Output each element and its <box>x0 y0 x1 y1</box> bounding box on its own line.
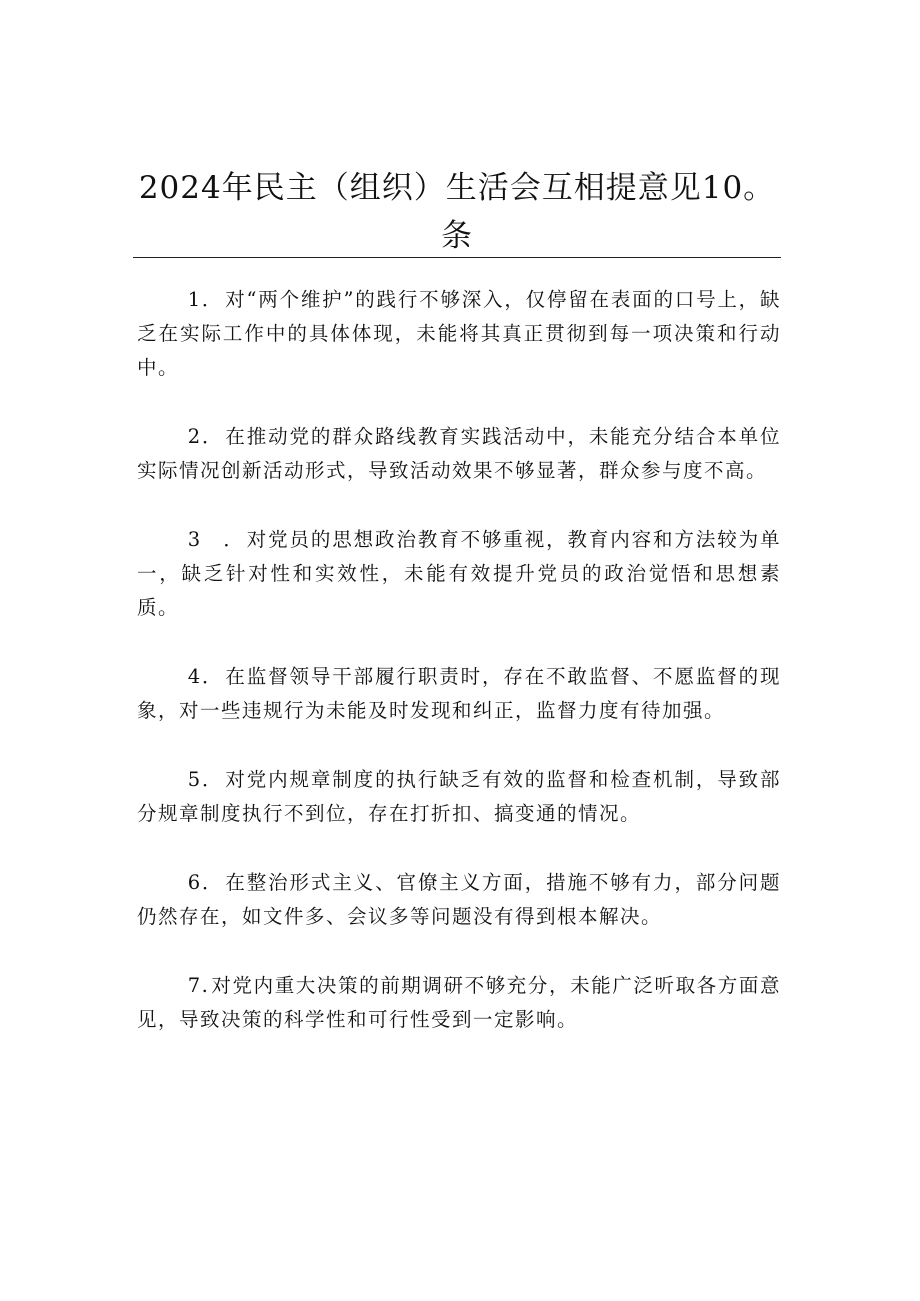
list-item-2 <box>137 420 781 488</box>
title-line-1: 2024年民主（组织）生活会互相提意见10。 <box>138 170 776 206</box>
title-line-2: 条 <box>441 218 473 254</box>
list-item-4 <box>137 660 781 728</box>
list-item-5 <box>137 763 781 831</box>
document-body <box>137 283 781 1072</box>
item-number: 6． <box>187 871 224 894</box>
title-divider <box>133 257 781 258</box>
item-number: 2． <box>187 425 224 448</box>
item-number: 5． <box>187 768 224 791</box>
list-item-3 <box>137 523 781 625</box>
item-text: 在推动党的群众路线教育实践活动中，未能充分结合本单位实际情况创新活动形式，导致活动效果不够显著，群众参与度不高。 <box>137 425 781 482</box>
item-number: 7. <box>187 974 210 997</box>
list-item-1 <box>137 283 781 385</box>
item-text: 对党内重大决策的前期调研不够充分，未能广泛听取各方面意见，导致决策的科学性和可行性受到一定影响。 <box>137 974 781 1031</box>
item-text: 对党内规章制度的执行缺乏有效的监督和检查机制，导致部分规章制度执行不到位，存在打折扣、搞变通的情况。 <box>137 768 781 825</box>
item-text: 在整治形式主义、官僚主义方面，措施不够有力，部分问题仍然存在，如文件多、会议多等问题没有得到根本解决。 <box>137 871 781 928</box>
item-number: 3 ． <box>187 528 245 551</box>
item-text: 对“两个维护”的践行不够深入，仅停留在表面的口号上，缺乏在实际工作中的具体体现，未能将其真正贯彻到每一项决策和行动中。 <box>137 288 781 379</box>
list-item-6 <box>137 866 781 934</box>
item-number: 1． <box>187 288 224 311</box>
list-item-7 <box>137 969 781 1037</box>
item-text: 在监督领导干部履行职责时，存在不敢监督、不愿监督的现象，对一些违规行为未能及时发现和纠正，监督力度有待加强。 <box>137 665 781 722</box>
item-text: 对党员的思想政治教育不够重视，教育内容和方法较为单一，缺乏针对性和实效性，未能有效提升党员的政治觉悟和思想素质。 <box>137 528 781 619</box>
item-number: 4． <box>187 665 224 688</box>
document-title <box>133 166 781 258</box>
